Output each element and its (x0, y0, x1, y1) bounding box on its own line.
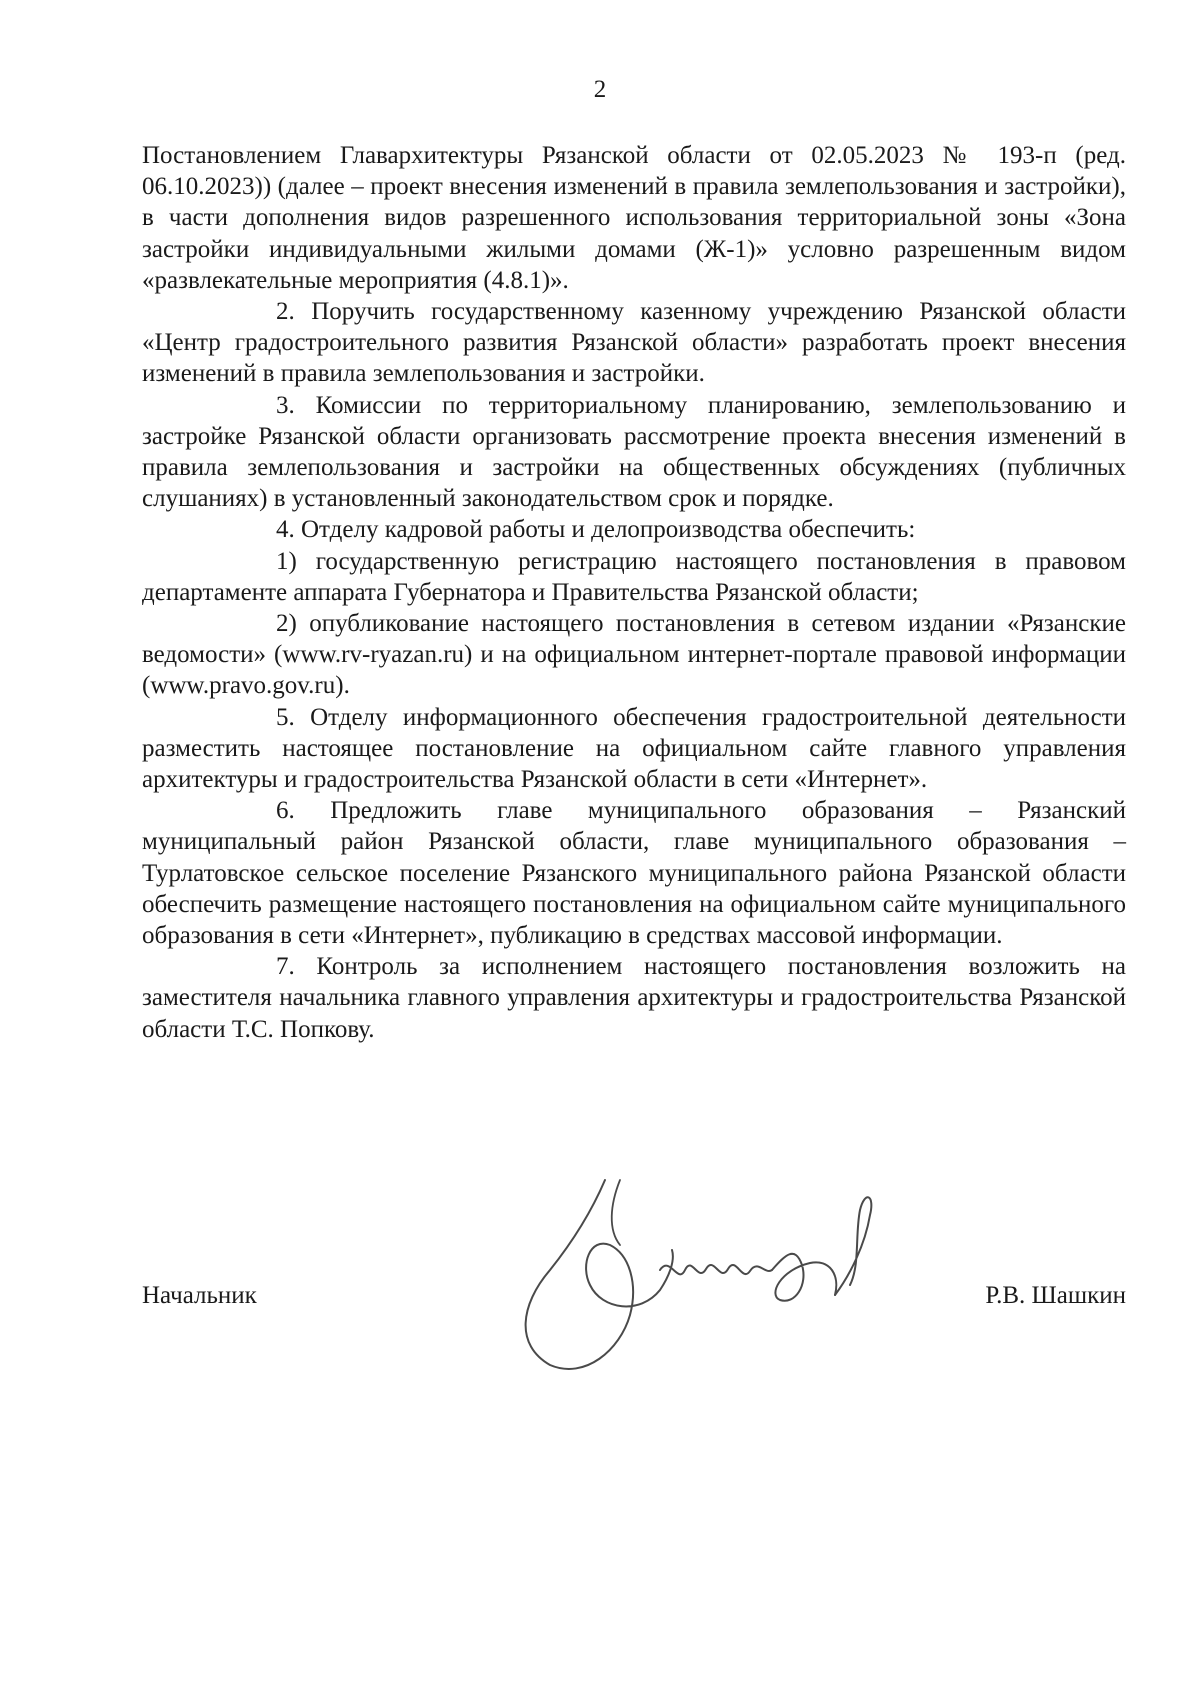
paragraph-4 (142, 514, 1126, 545)
paragraph-text: Комиссии по территориальному планированию, землепользованию и застройке Рязанской области организовать рассмотрение проекта внесения изменений в правила землепользования и застройки на общественных обсуждениях (публичных слушаниях) в установленный законодательством срок и порядке. (142, 391, 1127, 513)
paragraph-number: 1) (276, 547, 297, 575)
paragraph-number: 4. (276, 516, 295, 544)
paragraph-6 (142, 795, 1126, 951)
paragraph-text: Предложить главе муниципального образования – Рязанский муниципальный район Рязанской области, главе муниципального образования – Турлатовское сельское поселение Рязанского муниципального района Рязанской области обеспечить размещение настоящего постановления на официальном сайте муниципального образования в сети «Интернет», публикацию в средствах массовой информации. (142, 797, 1126, 950)
paragraph-3 (142, 390, 1126, 515)
paragraph-1-continuation (142, 140, 1126, 296)
paragraph-text: государственную регистрацию настоящего постановления в правовом департаменте аппарата Губернатора и Правительства Рязанской области; (142, 547, 1126, 606)
paragraph-number: 2) (276, 610, 297, 638)
paragraph-number: 2. (276, 298, 295, 326)
paragraph-number: 7. (276, 953, 295, 981)
paragraph-text: Отделу информационного обеспечения градостроительной деятельности разместить настоящее постановление на официальном сайте главного управления архитектуры и градостроительства Рязанской области в сети «Интернет». (142, 703, 1126, 794)
paragraph-2 (142, 296, 1126, 390)
paragraph-text: Поручить государственному казенному учреждению Рязанской области «Центр градостроительного развития Рязанской области» разработать проект внесения изменений в правила землепользования и застройки. (142, 298, 1127, 388)
subparagraph-4-2 (142, 608, 1126, 702)
paragraph-number: 6. (276, 797, 295, 825)
paragraph-text: Постановлением Главархитектуры Рязанской области от 02.05.2023 № 193-п (ред. 06.10.2023)) (далее – проект внесения изменений в правила землепользования и застройки), в части дополнения видов разрешенного использования территориальной зоны «Зона застройки индивидуальными жилыми домами (Ж-1)» условно разрешенным видом «развлекательные мероприятия (4.8.1)». (142, 142, 1126, 294)
paragraph-text: Отделу кадровой работы и делопроизводства обеспечить: (301, 516, 916, 544)
signature-block (142, 1280, 1126, 1320)
signatory-title: Начальник (142, 1282, 257, 1309)
signatory-name: Р.В. Шашкин (985, 1282, 1126, 1309)
subparagraph-4-1 (142, 546, 1126, 608)
paragraph-5 (142, 702, 1126, 796)
paragraph-number: 5. (276, 703, 295, 731)
paragraph-text: опубликование настоящего постановления в сетевом издании «Рязанские ведомости» (www.rv-ryazan.ru) и на официальном интернет-портале правовой информации (www.pravo.gov.ru). (142, 610, 1126, 700)
paragraph-7 (142, 951, 1126, 1045)
paragraph-number: 3. (276, 391, 295, 419)
document-body (142, 140, 1126, 1045)
paragraph-text: Контроль за исполнением настоящего постановления возложить на заместителя начальника главного управления архитектуры и градостроительства Рязанской области Т.С. Попкову. (142, 953, 1126, 1043)
page-number: 2 (593, 76, 607, 103)
